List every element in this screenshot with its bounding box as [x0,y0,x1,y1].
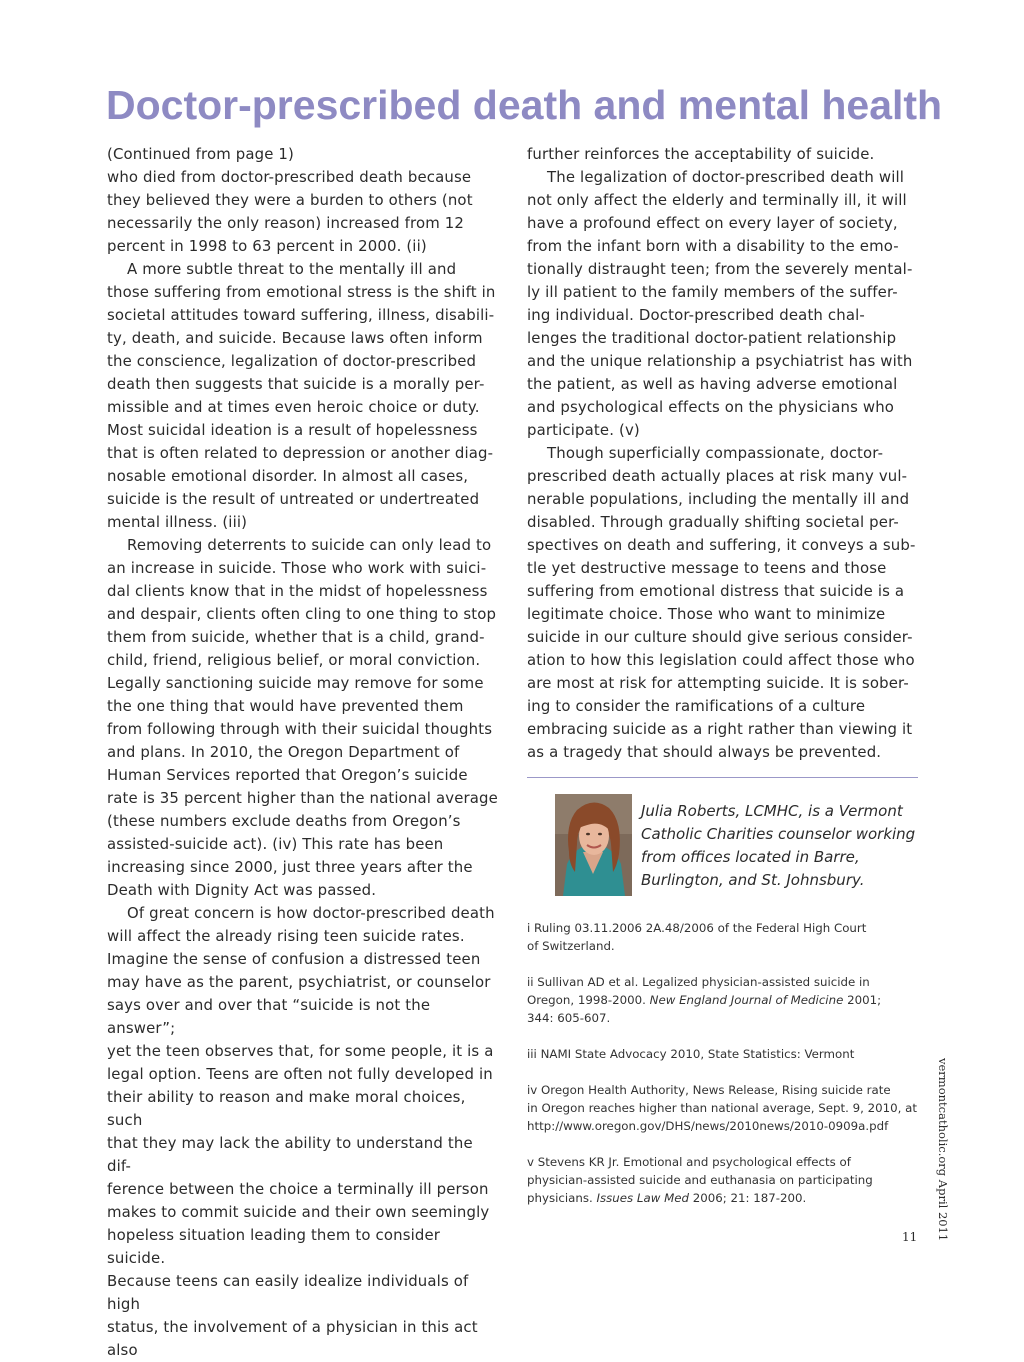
note-line: iii NAMI State Advocacy 2010, State Statistics: Vermont [527,1047,855,1061]
text-line: who died from doctor-prescribed death because [107,168,472,186]
text-line: status, the involvement of a physician in this act also [107,1318,478,1359]
text-line: and despair, clients often cling to one thing to stop [107,605,497,623]
note-line: in Oregon reaches higher than national average, Sept. 9, 2010, at [527,1101,917,1115]
author-portrait-illustration [555,794,632,896]
text-line: will affect the already rising teen suicide rates. [107,927,465,945]
page-number: 11 [902,1230,918,1244]
text-line: those suffering from emotional stress is the shift in [107,283,496,301]
journal-title: Issues Law Med [596,1191,690,1205]
endnote-v [527,1153,927,1207]
text-line: that they may lack the ability to understand the dif- [107,1134,473,1175]
paragraph-conclusion [527,442,919,764]
text-line: mental illness. (iii) [107,513,248,531]
note-line: i Ruling 03.11.2006 2A.48/2006 of the Federal High Court [527,921,867,935]
paragraph-teen-suicide [107,902,499,1362]
text-line: the patient, as well as having adverse emotional [527,375,898,393]
text-line: nerable populations, including the mentally ill and [527,490,910,508]
text-line: suicide is the result of untreated or undertreated [107,490,480,508]
text-line: ference between the choice a terminally ill person [107,1180,489,1198]
text-line: percent in 1998 to 63 percent in 2000. (ii) [107,237,427,255]
text-line: them from suicide, whether that is a child, grand- [107,628,485,646]
note-line [527,1189,927,1207]
text-line: legitimate choice. Those who want to minimize [527,605,886,623]
text-line: Of great concern is how doctor-prescribed death [127,904,495,922]
text-line: Legally sanctioning suicide may remove for some [107,674,484,692]
sidebar-credit-text: vermontcatholic.org April 2011 [936,1058,950,1242]
bio-line: Catholic Charities counselor working [641,825,916,843]
text-line: says over and over that “suicide is not the answer”; [107,996,431,1037]
text-line: from the infant born with a disability to the emo- [527,237,899,255]
text-line: an increase in suicide. Those who work with suici- [107,559,487,577]
note-text: Oregon, 1998-2000. [527,993,650,1007]
note-line: 344: 605-607. [527,1011,611,1025]
note-line: of Switzerland. [527,939,615,953]
text-line: makes to commit suicide and their own seemingly [107,1203,490,1221]
bio-line: from offices located in Barre, [641,848,860,866]
text-line: legal option. Teens are often not fully developed in [107,1065,493,1083]
text-line: yet the teen observes that, for some people, it is a [107,1042,494,1060]
text-line: embracing suicide as a right rather than viewing it [527,720,913,738]
text-line: tle yet destructive message to teens and those [527,559,887,577]
text-line: prescribed death actually places at risk many vul- [527,467,908,485]
text-line: dal clients know that in the midst of hopelessness [107,582,488,600]
journal-title: New England Journal of Medicine [649,993,844,1007]
text-line: and plans. In 2010, the Oregon Department of [107,743,460,761]
text-line: tionally distraught teen; from the severely mental- [527,260,913,278]
text-line: ty, death, and suicide. Because laws often inform [107,329,483,347]
text-line: they believed they were a burden to others (not [107,191,473,209]
endnote-i [527,919,927,955]
endnote-ii [527,973,927,1027]
text-line: societal attitudes toward suffering, illness, disabili- [107,306,495,324]
text-line: Because teens can easily idealize individuals of high [107,1272,469,1313]
text-line: ly ill patient to the family members of the suffer- [527,283,898,301]
text-line: the conscience, legalization of doctor-prescribed [107,352,477,370]
text-line: Human Services reported that Oregon’s suicide [107,766,468,784]
paragraph-deterrents [107,534,499,902]
bio-line: Julia Roberts, LCMHC, is a Vermont [641,802,903,820]
text-line: child, friend, religious belief, or moral conviction. [107,651,481,669]
paragraph-continuation [527,143,919,166]
text-line: nosable emotional disorder. In almost all cases, [107,467,469,485]
text-line: further reinforces the acceptability of suicide. [527,145,875,163]
text-line: have a profound effect on every layer of society, [527,214,898,232]
sidebar-credit [936,1058,960,1242]
text-line: ation to how this legislation could affect those who [527,651,915,669]
text-line: hopeless situation leading them to consider suicide. [107,1226,441,1267]
note-text: 2006; 21: 187-200. [689,1191,807,1205]
text-line: that is often related to depression or another diag- [107,444,494,462]
note-line: ii Sullivan AD et al. Legalized physician-assisted suicide in [527,975,870,989]
text-line: not only affect the elderly and terminally ill, it will [527,191,907,209]
note-line: v Stevens KR Jr. Emotional and psychological effects of [527,1155,851,1169]
text-line: A more subtle threat to the mentally ill and [127,260,457,278]
text-line: Removing deterrents to suicide can only lead to [127,536,492,554]
author-bio [641,800,931,892]
text-line: increasing since 2000, just three years after the [107,858,473,876]
text-line: disabled. Through gradually shifting societal per- [527,513,899,531]
paragraph-legalization [527,166,919,442]
text-line: ing to consider the ramifications of a culture [527,697,866,715]
text-line: death then suggests that suicide is a morally per- [107,375,485,393]
text-line: assisted-suicide act). (iv) This rate has been [107,835,444,853]
page-title: Doctor-prescribed death and mental health [106,82,943,128]
text-line: their ability to reason and make moral choices, such [107,1088,466,1129]
paragraph-subtle-threat [107,258,499,534]
endnote-iv [527,1081,927,1135]
text-line: The legalization of doctor-prescribed death will [547,168,905,186]
text-line: Imagine the sense of confusion a distressed teen [107,950,481,968]
text-line: spectives on death and suffering, it conveys a sub- [527,536,916,554]
note-line: iv Oregon Health Authority, News Release, Rising suicide rate [527,1083,891,1097]
text-line: necessarily the only reason) increased from 12 [107,214,465,232]
text-line: may have as the parent, psychiatrist, or counselor [107,973,491,991]
text-line: and the unique relationship a psychiatrist has with [527,352,913,370]
text-line: lenges the traditional doctor-patient relationship [527,329,897,347]
text-line: Most suicidal ideation is a result of hopelessness [107,421,478,439]
right-column [527,143,919,764]
text-line: Though superficially compassionate, doctor- [547,444,884,462]
text-line: ing individual. Doctor-prescribed death chal- [527,306,865,324]
text-line: from following through with their suicidal thoughts [107,720,493,738]
text-line: and psychological effects on the physicians who [527,398,895,416]
section-divider [527,777,918,778]
text-line: (Continued from page 1) [107,145,294,163]
paragraph-continued [107,143,499,258]
text-line: rate is 35 percent higher than the national average [107,789,498,807]
text-line: the one thing that would have prevented them [107,697,464,715]
author-photo [555,794,632,896]
endnote-iii [527,1045,927,1063]
note-url[interactable]: http://www.oregon.gov/DHS/news/2010news/2010-0909a.pdf [527,1119,889,1133]
text-line: are most at risk for attempting suicide. It is sober- [527,674,909,692]
note-line: physician-assisted suicide and euthanasia on participating [527,1173,873,1187]
endnotes [527,919,927,1225]
text-line: (these numbers exclude deaths from Oregon’s [107,812,461,830]
note-line [527,991,927,1009]
note-text: physicians. [527,1191,597,1205]
note-text: 2001; [843,993,882,1007]
bio-line: Burlington, and St. Johnsbury. [641,871,865,889]
text-line: as a tragedy that should always be prevented. [527,743,882,761]
text-line: suffering from emotional distress that suicide is a [527,582,905,600]
text-line: Death with Dignity Act was passed. [107,881,377,899]
text-line: participate. (v) [527,421,640,439]
text-line: suicide in our culture should give serious consider- [527,628,913,646]
left-column [107,143,499,1362]
text-line: missible and at times even heroic choice or duty. [107,398,480,416]
